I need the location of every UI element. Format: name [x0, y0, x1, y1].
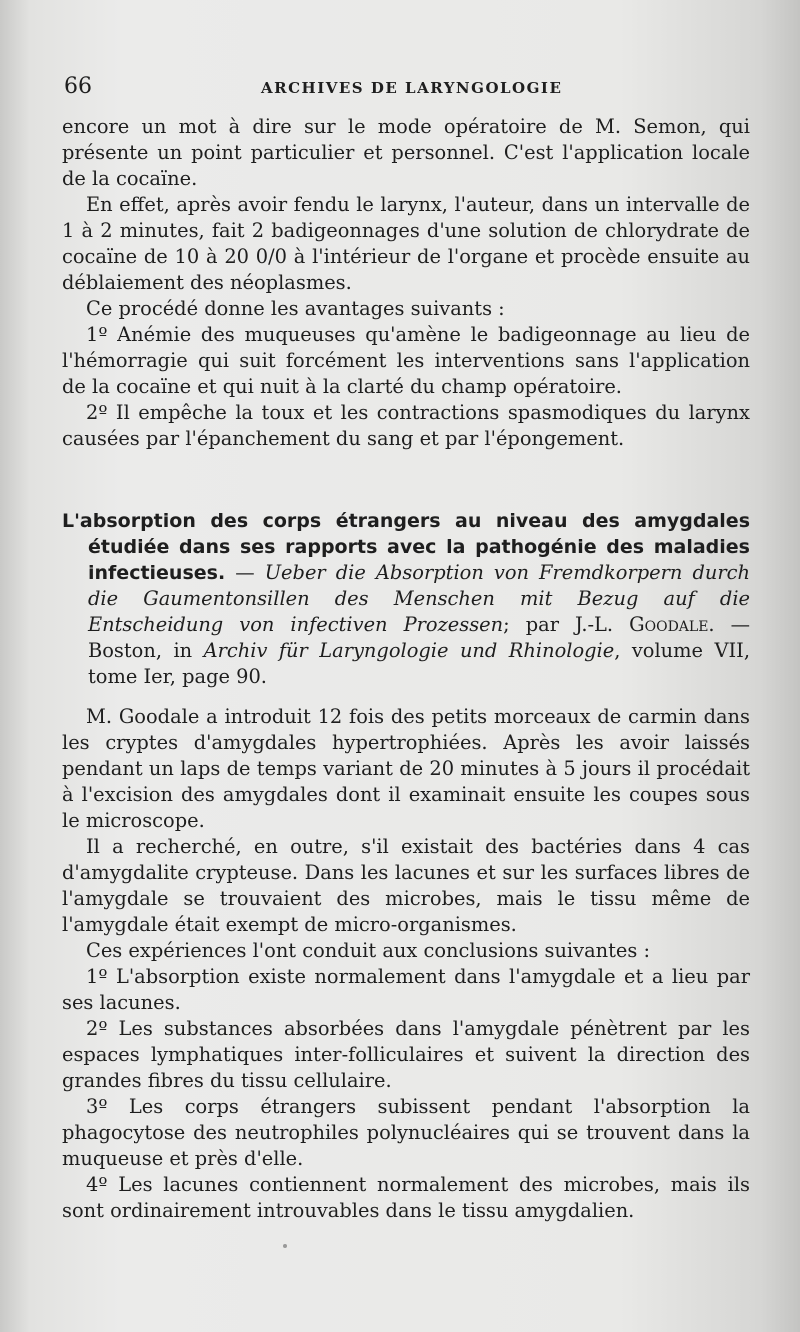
section-semon-text [62, 114, 750, 452]
article-heading [62, 508, 750, 690]
section-goodale [62, 508, 750, 1224]
running-title: ARCHIVES DE LARYNGOLOGIE [261, 79, 563, 97]
article-body [62, 704, 750, 1224]
page-header [64, 74, 764, 104]
source-prefix: . — Boston, in [88, 613, 751, 662]
list-item: 1º L'absorption existe normalement dans l'amygdale et a lieu par ses lacunes. [62, 965, 750, 1014]
paragraph: En effet, après avoir fendu le larynx, l'auteur, dans un intervalle de 1 à 2 minutes, fait 2 badigeonnages d'une solution de chlorydrate de cocaïne de 10 à 20 0/0 à l'intérieur de l'organe et procède ensuite au déblaiement des néoplasmes. [62, 193, 750, 294]
author: J.-L. Goodale [575, 613, 709, 636]
journal-name: Archiv für Laryngologie und Rhinologie [203, 639, 615, 662]
speck [283, 1244, 287, 1248]
paragraph: Ce procédé donne les avantages suivants : [86, 297, 505, 320]
paragraph: Il a recherché, en outre, s'il existait des bactéries dans 4 cas d'amygdalite crypteuse. Dans les lacunes et sur les surfaces libres de l'amygdale se trouvaient des microbes, mais le tissu même de l'amygdale était exempt de micro-organismes. [62, 835, 750, 936]
list-item: 1º Anémie des muqueuses qu'amène le badigeonnage au lieu de l'hémorragie qui suit forcément les interventions sans l'application de la cocaïne et qui nuit à la clarté du champ opératoire. [62, 323, 750, 398]
citation-details: , volume VII, tome Ier, page 90. [88, 639, 750, 688]
dash: — [225, 561, 265, 584]
page-number: 66 [64, 74, 92, 99]
paragraph: M. Goodale a introduit 12 fois des petits morceaux de carmin dans les cryptes d'amygdales hypertrophiées. Après les avoir laissés pendant un laps de temps variant de 20 minutes à 5 jours il procédait à l'excision des amygdales dont il examinait ensuite les coupes sous le microscope. [62, 705, 750, 832]
article-title: L'absorption des corps étrangers au niveau des amygdales étudiée dans ses rapports avec la pathogénie des maladies infectieuses. [62, 510, 750, 584]
list-item: 2º Les substances absorbées dans l'amygdale pénètrent par les espaces lymphatiques inter-folliculaires et suivent la direction des grandes fibres du tissu cellulaire. [62, 1017, 750, 1092]
par-text: ; par [503, 613, 576, 636]
list-item: 2º Il empêche la toux et les contractions spasmodiques du larynx causées par l'épanchement du sang et par l'épongement. [62, 401, 750, 450]
german-title: Ueber die Absorption von Fremdkorpern durch die Gaumentonsillen des Menschen mit Bezug auf die Entscheidung von infectiven Prozessen [88, 561, 750, 636]
paragraph: Ces expériences l'ont conduit aux conclusions suivantes : [86, 939, 651, 962]
list-item: 3º Les corps étrangers subissent pendant l'absorption la phagocytose des neutrophiles polynucléaires qui se trouvent dans la muqueuse et près d'elle. [62, 1095, 750, 1170]
paragraph: encore un mot à dire sur le mode opératoire de M. Semon, qui présente un point particulier et personnel. C'est l'application locale de la cocaïne. [62, 115, 750, 190]
list-item: 4º Les lacunes contiennent normalement des microbes, mais ils sont ordinairement introuvables dans le tissu amygdalien. [62, 1173, 750, 1222]
